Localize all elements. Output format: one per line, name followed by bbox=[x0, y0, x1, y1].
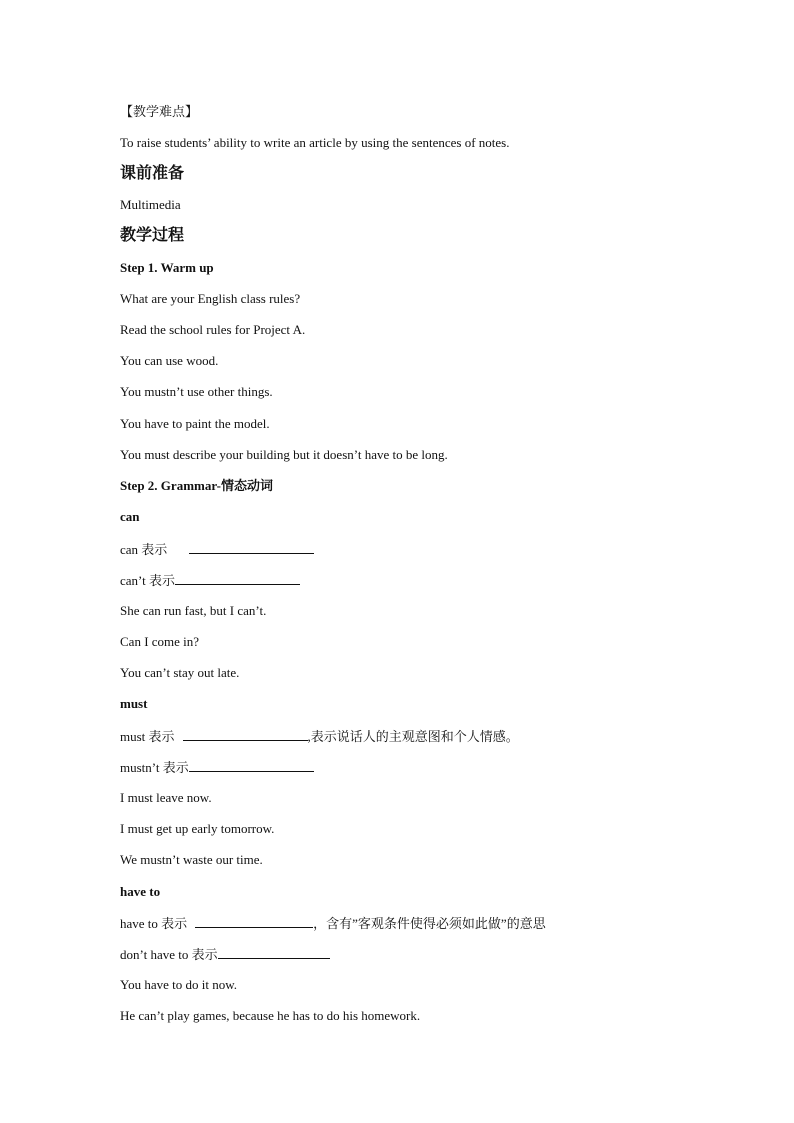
cant-fill-line bbox=[120, 572, 300, 589]
mustnt-blank[interactable] bbox=[189, 759, 314, 772]
process-heading: 教学过程 bbox=[120, 227, 185, 244]
can-example: Can I come in? bbox=[120, 634, 200, 649]
have-to-blank[interactable] bbox=[195, 915, 313, 928]
must-example: I must get up early tomorrow. bbox=[120, 821, 275, 836]
can-blank[interactable] bbox=[189, 541, 314, 554]
difficulty-text: To raise students’ ability to write an article by using the sentences of notes. bbox=[120, 135, 510, 150]
have-to-fill-line bbox=[120, 915, 546, 932]
have-to-fill-label: have to 表示 bbox=[120, 916, 188, 931]
must-fill-line bbox=[120, 728, 519, 745]
can-example: She can run fast, but I can’t. bbox=[120, 603, 267, 618]
have-to-heading: have to bbox=[120, 884, 161, 899]
step1-line: You have to paint the model. bbox=[120, 416, 270, 431]
step1-line: You mustn’t use other things. bbox=[120, 384, 273, 399]
can-fill-label: can 表示 bbox=[120, 542, 168, 557]
step1-line: You can use wood. bbox=[120, 353, 219, 368]
have-to-example: You have to do it now. bbox=[120, 977, 238, 992]
dont-have-to-fill-label: don’t have to 表示 bbox=[120, 947, 218, 962]
mustnt-fill-label: mustn’t 表示 bbox=[120, 760, 189, 775]
mustnt-fill-line bbox=[120, 759, 314, 776]
must-example: We mustn’t waste our time. bbox=[120, 852, 263, 867]
step1-line: You must describe your building but it doesn’t have to be long. bbox=[120, 447, 448, 462]
must-example: I must leave now. bbox=[120, 790, 212, 805]
dont-have-to-fill-line bbox=[120, 946, 330, 963]
step1-title: Step 1. Warm up bbox=[120, 260, 214, 275]
difficulty-heading: 【教学难点】 bbox=[120, 104, 199, 119]
step1-line: Read the school rules for Project A. bbox=[120, 322, 306, 337]
can-fill-line bbox=[120, 541, 314, 558]
must-blank[interactable] bbox=[183, 728, 308, 741]
prep-text: Multimedia bbox=[120, 197, 181, 212]
dont-have-to-blank[interactable] bbox=[218, 946, 330, 959]
must-heading: must bbox=[120, 696, 148, 711]
step1-line: What are your English class rules? bbox=[120, 291, 301, 306]
must-fill-suffix: ,表示说话人的主观意图和个人情感。 bbox=[307, 729, 519, 744]
cant-blank[interactable] bbox=[175, 572, 300, 585]
cant-fill-label: can’t 表示 bbox=[120, 573, 175, 588]
can-heading: can bbox=[120, 509, 140, 524]
have-to-fill-suffix: ，含有”客观条件使得必须如此做”的意思 bbox=[313, 916, 546, 931]
prep-heading: 课前准备 bbox=[120, 165, 185, 182]
must-fill-label: must 表示 bbox=[120, 729, 175, 744]
can-example: You can’t stay out late. bbox=[120, 665, 240, 680]
have-to-example: He can’t play games, because he has to do his homework. bbox=[120, 1008, 421, 1023]
step2-title: Step 2. Grammar-情态动词 bbox=[120, 478, 273, 493]
